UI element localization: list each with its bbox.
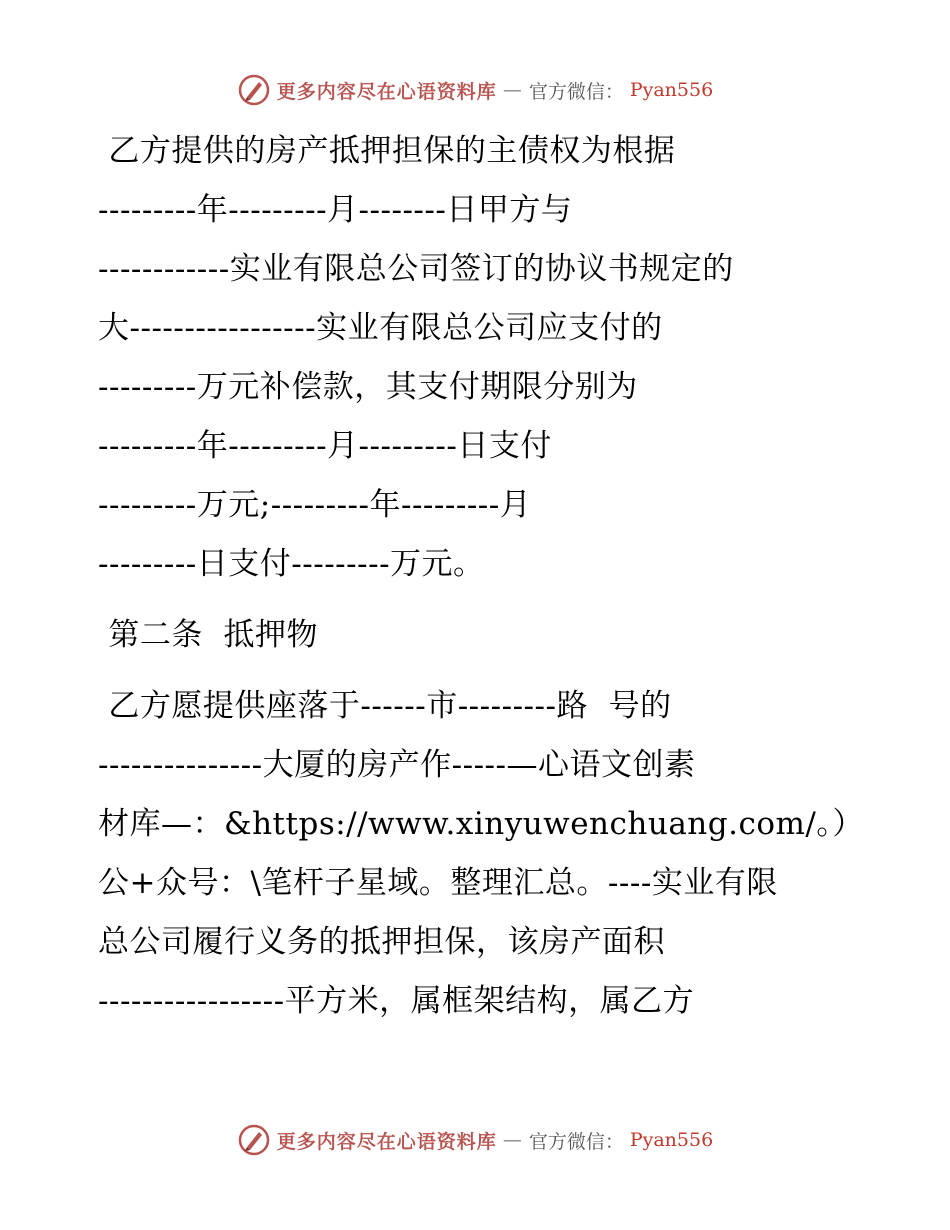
banner-dash: — [502, 1129, 523, 1151]
footer-banner [0, 1120, 950, 1160]
text-line: 公+众号：\笔杆子星域。整理汇总。----实业有限 [98, 865, 778, 901]
text-line: 乙方愿提供座落于------市---------路 号的 [98, 688, 672, 724]
text-line: ---------------大厦的房产作-----—心语文创素 [98, 747, 696, 783]
text-line: ---------万元补偿款，其支付期限分别为 [98, 369, 638, 405]
banner-dash: — [502, 79, 523, 101]
pen-logo-icon [237, 73, 271, 107]
text-line: ---------日支付---------万元。 [98, 546, 485, 582]
text-line: ------------实业有限总公司签订的协议书规定的 [98, 251, 734, 287]
section-title: 第二条 抵押物 [98, 617, 319, 653]
text-line: -----------------平方米，属框架结构，属乙方 [98, 983, 695, 1019]
pen-logo-icon [237, 1123, 271, 1157]
header-banner [0, 70, 950, 110]
document-body [98, 122, 864, 1031]
wechat-label: 官方微信： [528, 1130, 624, 1153]
wechat-id: Pyan556 [629, 1129, 714, 1151]
text-line: ---------年---------月---------日支付 [98, 428, 552, 464]
text-line: 材库—：&https://www.xinyuwenchuang.com/。） [98, 806, 864, 842]
wechat-id: Pyan556 [629, 79, 714, 101]
text-line: 大-----------------实业有限总公司应支付的 [98, 310, 663, 346]
wechat-label: 官方微信： [528, 80, 624, 103]
text-line: 乙方提供的房产抵押担保的主债权为根据 [98, 133, 676, 169]
banner-text: 更多内容尽在心语资料库 [276, 1130, 497, 1153]
banner-text: 更多内容尽在心语资料库 [276, 80, 497, 103]
text-line: ---------年---------月--------日甲方与 [98, 192, 573, 228]
text-line: ---------万元;---------年---------月 [98, 487, 532, 523]
text-line: 总公司履行义务的抵押担保，该房产面积 [98, 924, 665, 960]
